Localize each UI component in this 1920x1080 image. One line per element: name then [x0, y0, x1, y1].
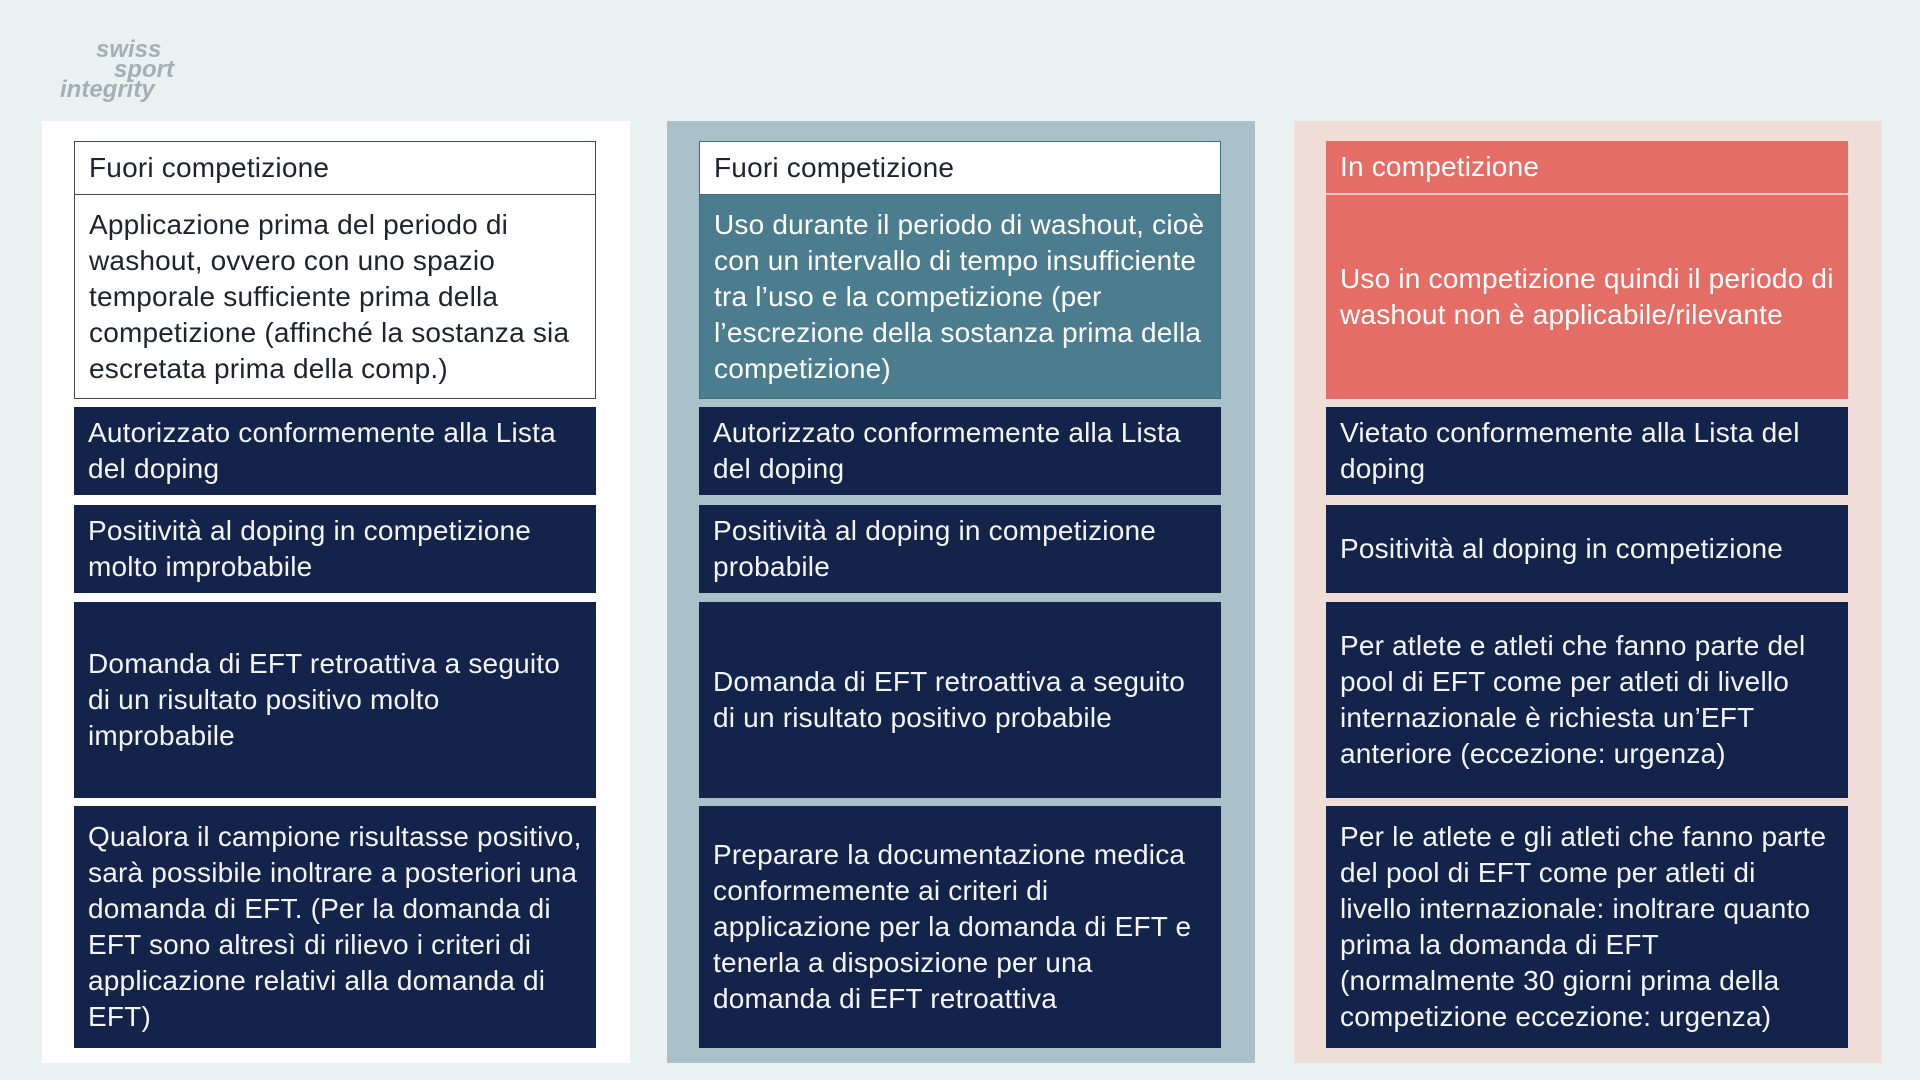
- column-description: [1326, 195, 1848, 399]
- row-tue-request-text: Domanda di EFT retroattiva a seguito di un risultato positivo probabile: [713, 666, 1186, 733]
- column-header: [74, 141, 596, 195]
- row-tue-request: [1326, 602, 1848, 798]
- column-description-text: Applicazione prima del periodo di washout, ovvero con uno spazio temporale sufficiente prima della competizione (affinché la sostanza sia escretata prima della comp.): [89, 208, 570, 384]
- column-description-text: Uso durante il periodo di washout, cioè con un intervallo di tempo insufficiente tra l’uso e la competizione (per l’escrezione della sostanza prima della competizione): [714, 208, 1205, 384]
- column-in-competition: [1294, 121, 1882, 1063]
- column-header: [1326, 141, 1848, 195]
- row-status: [699, 407, 1221, 495]
- row-status: [74, 407, 596, 495]
- column-header-label: Fuori competizione: [714, 152, 955, 183]
- row-recommendation: [699, 806, 1221, 1048]
- column-out-of-competition-during-washout: [667, 121, 1255, 1063]
- column-header-label: In competizione: [1340, 151, 1540, 182]
- row-tue-request: [74, 602, 596, 798]
- row-positivity: [1326, 505, 1848, 593]
- row-status-text: Vietato conformemente alla Lista del doping: [1340, 417, 1800, 484]
- row-tue-request: [699, 602, 1221, 798]
- row-positivity-text: Positività al doping in competizione: [1340, 533, 1784, 564]
- row-positivity-text: Positività al doping in competizione molto improbabile: [88, 515, 532, 582]
- logo-line-3: integrity: [60, 76, 155, 103]
- row-recommendation-text: Per le atlete e gli atleti che fanno parte del pool di EFT come per atleti di livello internazionale: inoltrare quanto prima la domanda di EFT (normalmente 30 giorni prima della competizione eccezione: urgenza): [1340, 821, 1827, 1032]
- row-status-text: Autorizzato conformemente alla Lista del doping: [88, 417, 556, 484]
- row-tue-request-text: Per atlete e atleti che fanno parte del pool di EFT come per atleti di livello internazionale è richiesta un’EFT anteriore (eccezione: urgenza): [1340, 630, 1806, 769]
- row-recommendation: [74, 806, 596, 1048]
- column-description: [74, 195, 596, 399]
- row-positivity: [699, 505, 1221, 593]
- column-description: [699, 195, 1221, 399]
- row-recommendation-text: Qualora il campione risultasse positivo, sarà possibile inoltrare a posteriori una domanda di EFT. (Per la domanda di EFT sono altresì di rilievo i criteri di applicazione relativi alla domanda di EFT): [88, 821, 582, 1032]
- swiss-sport-integrity-logo: [60, 36, 174, 103]
- column-description-text: Uso in competizione quindi il periodo di washout non è applicabile/rilevante: [1340, 263, 1834, 330]
- column-header: [699, 141, 1221, 195]
- row-positivity-text: Positività al doping in competizione probabile: [713, 515, 1157, 582]
- row-status-text: Autorizzato conformemente alla Lista del doping: [713, 417, 1181, 484]
- row-recommendation-text: Preparare la documentazione medica conformemente ai criteri di applicazione per la domanda di EFT e tenerla a disposizione per una domanda di EFT retroattiva: [713, 839, 1192, 1014]
- column-header-label: Fuori competizione: [89, 152, 330, 183]
- logo-line-1: swiss: [96, 36, 162, 63]
- row-status: [1326, 407, 1848, 495]
- row-recommendation: [1326, 806, 1848, 1048]
- column-out-of-competition-before-washout: [42, 121, 630, 1063]
- row-positivity: [74, 505, 596, 593]
- logo-line-2: sport: [114, 56, 174, 83]
- row-tue-request-text: Domanda di EFT retroattiva a seguito di un risultato positivo molto improbabile: [88, 648, 561, 751]
